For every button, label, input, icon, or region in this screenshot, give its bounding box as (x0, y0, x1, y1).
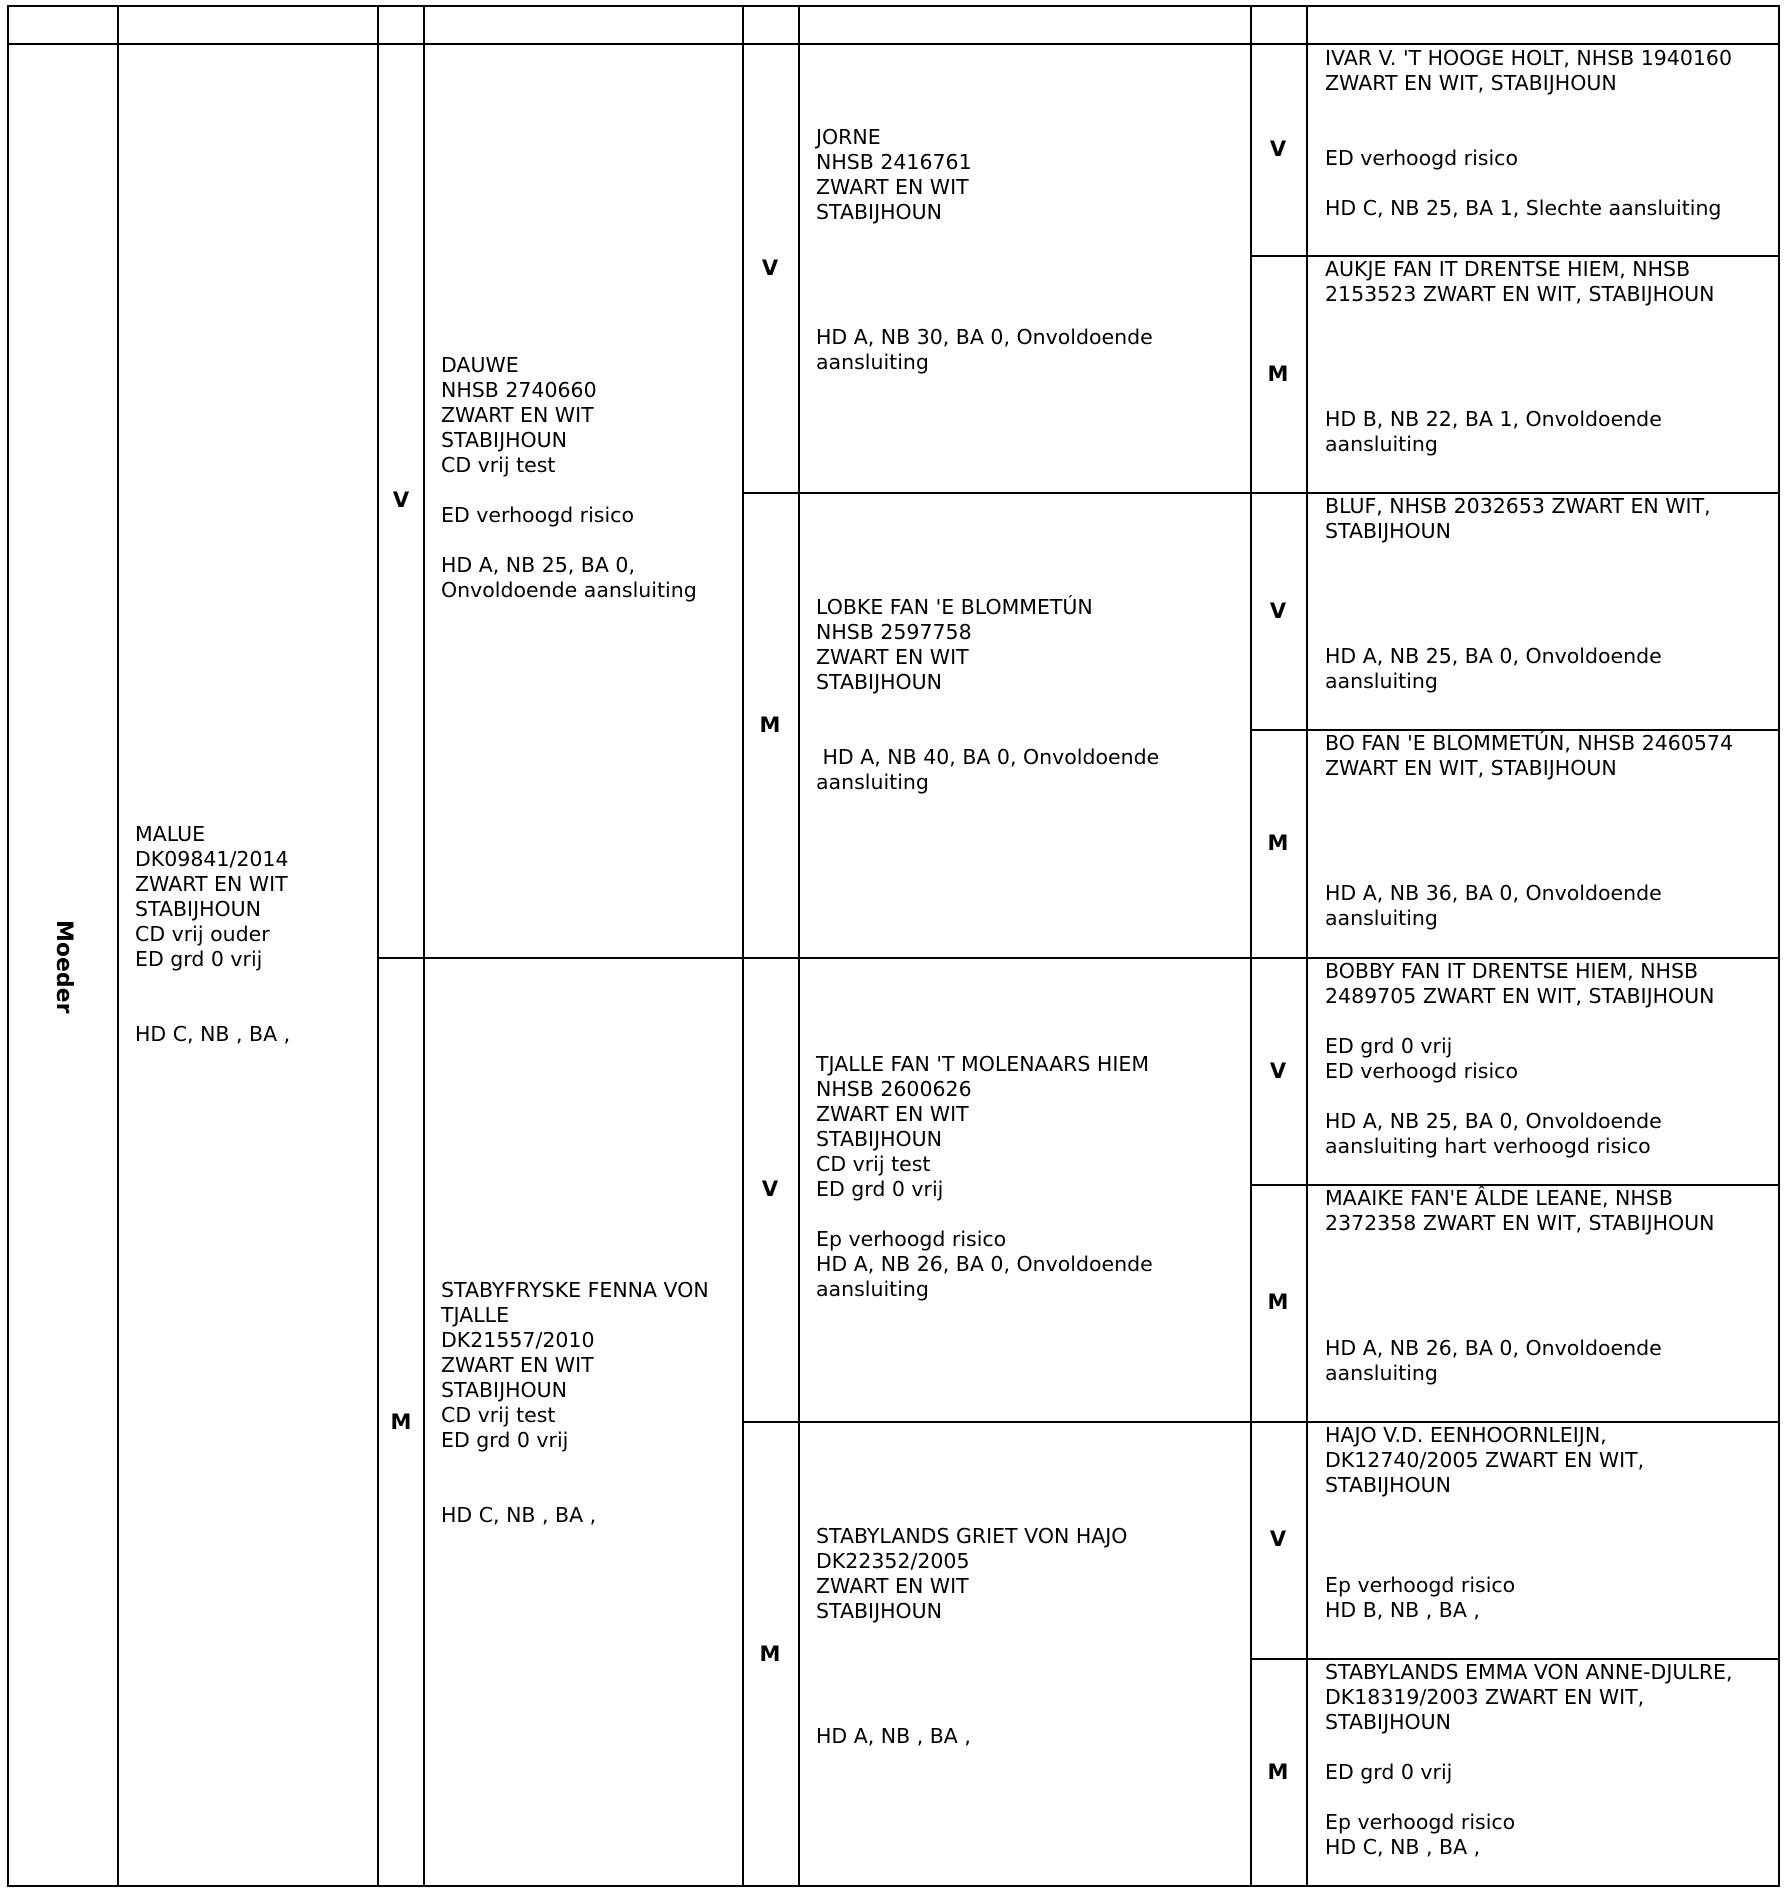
parent-label-sire: V (392, 488, 410, 512)
text-line: ZWART EN WIT (441, 403, 594, 427)
text-line: ED grd 0 vrij (1325, 1034, 1453, 1058)
text-line: HD A, NB 40, BA 0, Onvoldoende (816, 745, 1160, 769)
text-line: STABYLANDS GRIET VON HAJO (816, 1524, 1128, 1548)
text-line (1325, 1785, 1775, 1810)
grid-line (1306, 5, 1308, 1887)
great-grandparent-7-info (1325, 1423, 1775, 1623)
text-line (1325, 1311, 1775, 1336)
text-line (1325, 831, 1775, 856)
text-line: ZWART EN WIT, STABIJHOUN (1325, 71, 1617, 95)
text-line (816, 695, 1244, 720)
great-grandparent-1-info (1325, 46, 1775, 221)
text-line: NHSB 2416761 (816, 150, 972, 174)
dog-info (135, 822, 370, 1047)
text-line: 2372358 ZWART EN WIT, STABIJHOUN (1325, 1211, 1715, 1235)
text-line (816, 275, 1244, 300)
text-line (1325, 121, 1775, 146)
text-line: aansluiting (816, 1277, 929, 1301)
text-line: NHSB 2597758 (816, 620, 972, 644)
text-line: BOBBY FAN IT DRENTSE HIEM, NHSB (1325, 959, 1699, 983)
text-line (1325, 96, 1775, 121)
text-line: DK12740/2005 ZWART EN WIT, (1325, 1448, 1645, 1472)
text-line: ZWART EN WIT (135, 872, 288, 896)
grandparent-label-1: V (761, 256, 779, 280)
text-line: TJALLE (441, 1303, 510, 1327)
text-line (816, 1674, 1244, 1699)
text-line: DK21557/2010 (441, 1328, 595, 1352)
text-line (1325, 569, 1775, 594)
text-line: HD A, NB 25, BA 0, Onvoldoende (1325, 1109, 1662, 1133)
text-line: ED verhoogd risico (1325, 146, 1518, 170)
parent-label-dam: M (390, 1410, 412, 1434)
text-line: STABYLANDS EMMA VON ANNE-DJULRE, (1325, 1660, 1733, 1684)
grandparent-1-info (816, 125, 1244, 375)
text-line: ZWART EN WIT (816, 645, 969, 669)
text-line: aansluiting (1325, 669, 1438, 693)
text-line: STABIJHOUN (441, 428, 568, 452)
text-line (816, 300, 1244, 325)
text-line: DK22352/2005 (816, 1549, 970, 1573)
text-line (1325, 332, 1775, 357)
text-line: aansluiting (816, 350, 929, 374)
grandparent-2-info (816, 595, 1244, 795)
text-line (1325, 307, 1775, 332)
text-line: HD C, NB , BA , (135, 1022, 291, 1046)
text-line: HD A, NB , BA , (816, 1724, 971, 1748)
grid-line (1250, 5, 1252, 1887)
text-line: STABYFRYSKE FENNA VON (441, 1278, 709, 1302)
text-line: LOBKE FAN 'E BLOMMETÚN (816, 595, 1093, 619)
great-grandparent-label-8: M (1267, 1760, 1289, 1784)
text-line: MALUE (135, 822, 206, 846)
text-line (1325, 1261, 1775, 1286)
text-line: aansluiting hart verhoogd risico (1325, 1134, 1651, 1158)
great-grandparent-label-5: V (1269, 1059, 1287, 1083)
text-line: Ep verhoogd risico (1325, 1573, 1516, 1597)
grid-line (7, 43, 1780, 45)
text-line: CD vrij test (816, 1152, 931, 1176)
text-line: aansluiting (1325, 1361, 1438, 1385)
text-line (441, 478, 737, 503)
text-line (135, 972, 370, 997)
text-line: MAAIKE FAN'E ÂLDE LEANE, NHSB (1325, 1186, 1673, 1210)
text-line (1325, 357, 1775, 382)
text-line: HD C, NB , BA , (1325, 1835, 1481, 1859)
great-grandparent-label-2: M (1267, 362, 1289, 386)
text-line: STABIJHOUN (816, 1599, 943, 1623)
text-line: ZWART EN WIT, STABIJHOUN (1325, 756, 1617, 780)
text-line: ED verhoogd risico (441, 503, 634, 527)
great-grandparent-5-info (1325, 959, 1775, 1159)
text-line: DK18319/2003 ZWART EN WIT, (1325, 1685, 1645, 1709)
text-line: ED grd 0 vrij (441, 1428, 569, 1452)
text-line: AUKJE FAN IT DRENTSE HIEM, NHSB (1325, 257, 1691, 281)
text-line: HD A, NB 36, BA 0, Onvoldoende (1325, 881, 1662, 905)
text-line (1325, 1523, 1775, 1548)
grandparent-4-info (816, 1524, 1244, 1749)
great-grandparent-2-info (1325, 257, 1775, 457)
text-line: STABIJHOUN (816, 1127, 943, 1151)
text-line (1325, 1009, 1775, 1034)
text-line (816, 1649, 1244, 1674)
grid-line (377, 5, 379, 1887)
text-line: TJALLE FAN 'T MOLENAARS HIEM (816, 1052, 1150, 1076)
text-line: 2153523 ZWART EN WIT, STABIJHOUN (1325, 282, 1715, 306)
text-line (816, 1624, 1244, 1649)
text-line: HD A, NB 25, BA 0, (441, 553, 635, 577)
text-line: Ep verhoogd risico (1325, 1810, 1516, 1834)
text-line: STABIJHOUN (135, 897, 262, 921)
text-line: aansluiting (1325, 432, 1438, 456)
text-line (816, 1699, 1244, 1724)
text-line (1325, 1735, 1775, 1760)
text-line (816, 720, 1244, 745)
text-line: aansluiting (816, 770, 929, 794)
text-line: CD vrij ouder (135, 922, 270, 946)
text-line: HD B, NB 22, BA 1, Onvoldoende (1325, 407, 1662, 431)
text-line: HD C, NB , BA , (441, 1503, 597, 1527)
grid-line (7, 5, 9, 1887)
text-line (1325, 1286, 1775, 1311)
text-line: ZWART EN WIT (816, 1102, 969, 1126)
great-grandparent-label-6: M (1267, 1290, 1289, 1314)
grid-line (117, 5, 119, 1887)
text-line: STABIJHOUN (441, 1378, 568, 1402)
grid-line (7, 1885, 1780, 1887)
text-line (816, 1202, 1244, 1227)
text-line (816, 250, 1244, 275)
text-line (441, 1478, 737, 1503)
great-grandparent-label-1: V (1269, 137, 1287, 161)
text-line: HD C, NB 25, BA 1, Slechte aansluiting (1325, 196, 1722, 220)
text-line: ED verhoogd risico (1325, 1059, 1518, 1083)
grid-line (798, 5, 800, 1887)
grid-line (423, 5, 425, 1887)
text-line (1325, 382, 1775, 407)
grandparent-label-4: M (759, 1642, 781, 1666)
text-line (1325, 1548, 1775, 1573)
grid-line (1778, 5, 1780, 1887)
text-line: 2489705 ZWART EN WIT, STABIJHOUN (1325, 984, 1715, 1008)
text-line: DAUWE (441, 353, 519, 377)
text-line: BLUF, NHSB 2032653 ZWART EN WIT, (1325, 494, 1711, 518)
text-line: HAJO V.D. EENHOORNLEIJN, (1325, 1423, 1607, 1447)
text-line: STABIJHOUN (816, 200, 943, 224)
text-line (1325, 1084, 1775, 1109)
text-line (1325, 781, 1775, 806)
side-label-moeder: Moeder (51, 920, 76, 1014)
text-line: STABIJHOUN (1325, 1473, 1452, 1497)
great-grandparent-label-4: M (1267, 831, 1289, 855)
text-line: aansluiting (1325, 906, 1438, 930)
grandparent-label-3: V (761, 1177, 779, 1201)
text-line: ED grd 0 vrij (816, 1177, 944, 1201)
text-line (441, 528, 737, 553)
text-line: ED grd 0 vrij (1325, 1760, 1453, 1784)
grandparent-label-2: M (759, 713, 781, 737)
text-line: HD A, NB 26, BA 0, Onvoldoende (1325, 1336, 1662, 1360)
great-grandparent-label-3: V (1269, 599, 1287, 623)
text-line (1325, 1498, 1775, 1523)
grandparent-3-info (816, 1052, 1244, 1302)
text-line: ED grd 0 vrij (135, 947, 263, 971)
text-line: STABIJHOUN (816, 670, 943, 694)
text-line (441, 1453, 737, 1478)
parent-dam-info (441, 1278, 737, 1528)
text-line: CD vrij test (441, 1403, 556, 1427)
great-grandparent-6-info (1325, 1186, 1775, 1386)
text-line (1325, 856, 1775, 881)
text-line: DK09841/2014 (135, 847, 289, 871)
text-line: ZWART EN WIT (816, 175, 969, 199)
grid-line (7, 5, 1780, 7)
text-line: Ep verhoogd risico (816, 1227, 1007, 1251)
text-line: Onvoldoende aansluiting (441, 578, 697, 602)
text-line: JORNE (816, 125, 881, 149)
text-line: NHSB 2600626 (816, 1077, 972, 1101)
text-line: HD A, NB 25, BA 0, Onvoldoende (1325, 644, 1662, 668)
text-line: STABIJHOUN (1325, 1710, 1452, 1734)
text-line: HD A, NB 30, BA 0, Onvoldoende (816, 325, 1153, 349)
text-line (1325, 594, 1775, 619)
great-grandparent-label-7: V (1269, 1527, 1287, 1551)
parent-sire-info (441, 353, 737, 603)
text-line: HD B, NB , BA , (1325, 1598, 1480, 1622)
great-grandparent-3-info (1325, 494, 1775, 694)
text-line: IVAR V. 'T HOOGE HOLT, NHSB 1940160 (1325, 46, 1733, 70)
text-line: ZWART EN WIT (816, 1574, 969, 1598)
text-line: CD vrij test (441, 453, 556, 477)
grid-line (742, 5, 744, 1887)
great-grandparent-8-info (1325, 1660, 1775, 1860)
text-line (1325, 806, 1775, 831)
text-line (1325, 171, 1775, 196)
text-line: NHSB 2740660 (441, 378, 597, 402)
text-line: HD A, NB 26, BA 0, Onvoldoende (816, 1252, 1153, 1276)
text-line (1325, 1236, 1775, 1261)
text-line: ZWART EN WIT (441, 1353, 594, 1377)
text-line (135, 997, 370, 1022)
text-line: STABIJHOUN (1325, 519, 1452, 543)
text-line (816, 225, 1244, 250)
text-line (1325, 544, 1775, 569)
text-line (1325, 619, 1775, 644)
text-line: BO FAN 'E BLOMMETÚN, NHSB 2460574 (1325, 731, 1733, 755)
great-grandparent-4-info (1325, 731, 1775, 931)
